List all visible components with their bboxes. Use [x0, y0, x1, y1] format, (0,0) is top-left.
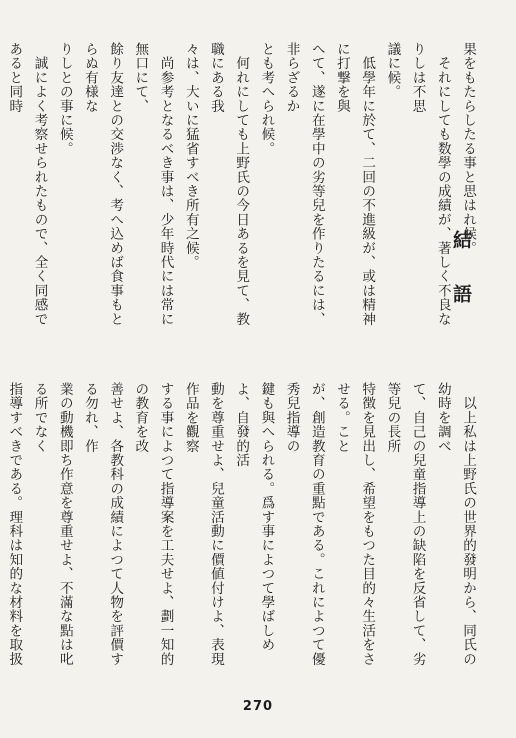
- lower-text-block: [6, 382, 480, 680]
- text-column: 尚参考となるべき事は、少年時代には常に無口にて、: [132, 42, 174, 326]
- text-column: とも考へられ候。: [258, 42, 275, 156]
- page-number: 270: [242, 699, 274, 714]
- text-column: 誠によく考察せられたもので、全く同感であると同時: [6, 42, 48, 326]
- text-column: 果をもたらしたる事と思はれ候。: [460, 42, 476, 255]
- text-column: 以上私は上野氏の世界的發明から、同氏の幼時を調べ: [434, 382, 476, 666]
- text-column: へて、遂に在學中の劣等兒を作りたるには、非らざるか: [283, 42, 325, 326]
- text-column: 特徴を見出し、希望をもつた目的々生活をさせる。こと: [333, 382, 376, 666]
- text-column: 動を尊重せよ、兒童活動に價値付けよ、表現作品を觀察: [182, 382, 224, 666]
- text-column: する事によつて指導案を工夫せよ、劃一知的の教育を改: [132, 382, 174, 666]
- text-column: 議に候。: [384, 42, 401, 99]
- upper-text-block: [6, 42, 480, 337]
- text-column: 鍵も與へられる。爲す事によつて學ばしめよ、自發的活: [233, 382, 275, 652]
- text-column: それにしても数學の成績が、著しく不良なりしは不思: [409, 42, 451, 326]
- text-column: 低學年に於て、二回の不進級が、或は精神に打撃を與: [333, 42, 376, 326]
- text-column: が、創造教育の重點である。これによつて優秀兒指導の: [283, 382, 325, 666]
- text-column: 善せよ、各教科の成績によつて人物を評價する勿れ、作: [81, 382, 124, 666]
- text-column: て、自己の兒童指導上の缺陷を反省して、劣等兒の長所: [384, 382, 426, 666]
- text-column: 指導すべきである。理科は知的な材料を取扱: [6, 382, 23, 666]
- text-column: 業の動機即ち作意を尊重せよ、不滿な點は叱る所でなく: [31, 382, 73, 666]
- text-column: 餘り友達との交渉なく、考へ込めば食事もとらぬ有様な: [81, 42, 124, 326]
- text-column: 何れにしても上野氏の今日あるを見て、教職にある我: [207, 42, 250, 326]
- text-column: りしとの事に候。: [56, 42, 73, 156]
- section-heading: 結 語: [450, 230, 472, 311]
- text-column: [0, 42, 1, 337]
- text-column: 々は、大いに猛省すべき所有之候。: [182, 42, 199, 270]
